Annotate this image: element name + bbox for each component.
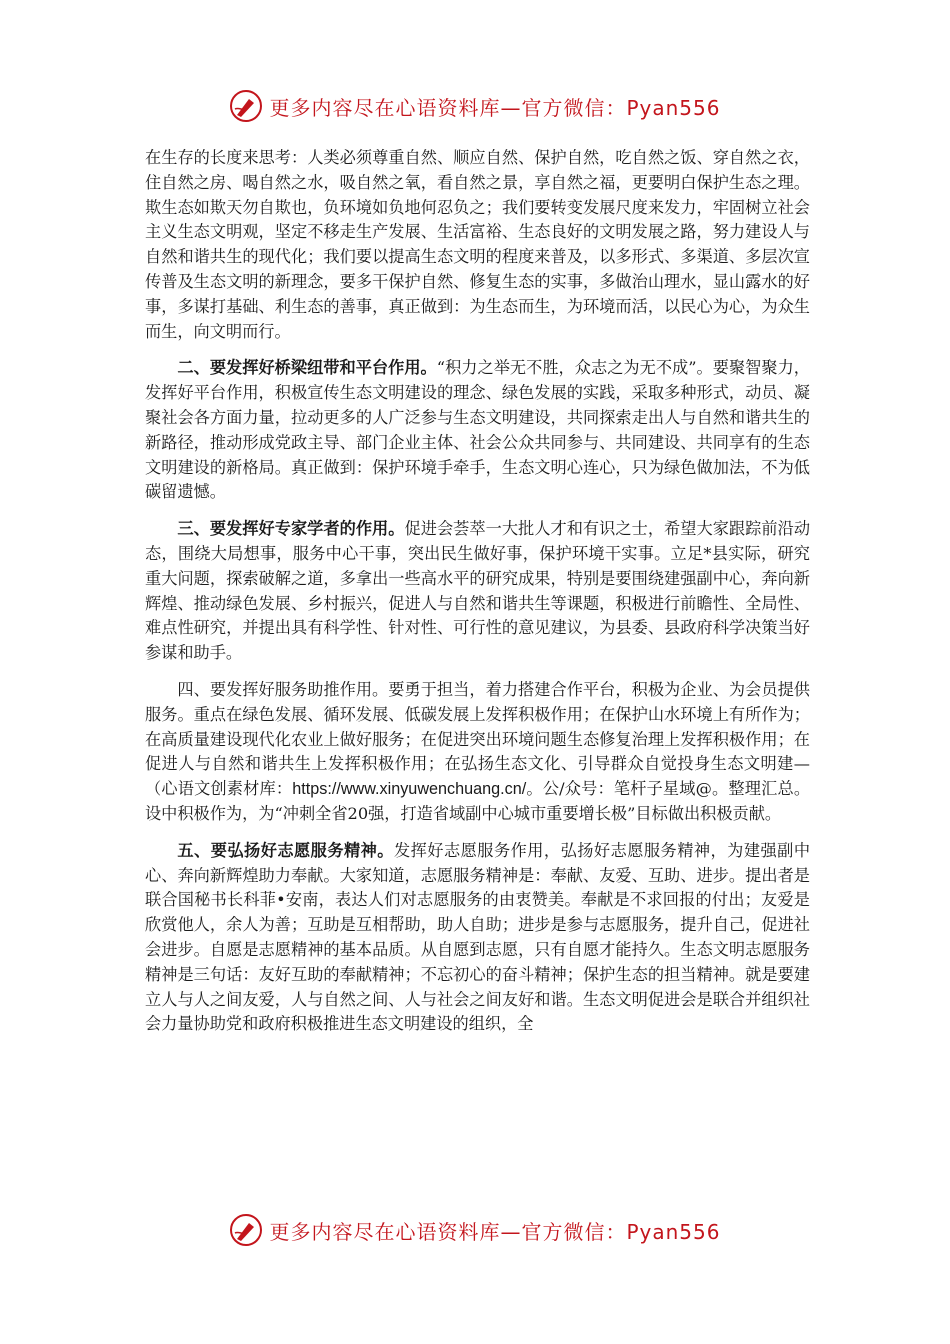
banner-text: 更多内容尽在心语资料库—官方微信：Pyan556 [269,95,721,120]
paragraph-text: 。公/众号：笔杆子星域@。整理汇总。设中积极作为，为“冲刺全省20强，打造省域副中心城市重要增长极”目标做出积极贡献。 [145,779,811,823]
paragraph-heading: 五、要弘扬好志愿服务精神。 [177,840,394,860]
paragraph-2 [145,356,810,505]
paragraph-4 [145,678,810,827]
paragraph-1 [145,146,810,344]
pen-nib-logo-icon [229,89,263,123]
paragraph-text: 发挥好志愿服务作用，弘扬好志愿服务精神，为建强副中心、奔向新辉煌助力奉献。大家知道，志愿服务精神是：奉献、友爱、互助、进步。提出者是联合国秘书长科菲•安南，表达人们对志愿服务的由衷赞美。奉献是不求回报的付出；友爱是欣赏他人，余人为善；互助是互相帮助，助人自助；进步是参与志愿服务，提升自己，促进社会进步。自愿是志愿精神的基本品质。从自愿到志愿，只有自愿才能持久。生态文明志愿服务精神是三句话：友好互助的奉献精神；不忘初心的奋斗精神；保护生态的担当精神。就是要建立人与人之间友爱，人与自然之间、人与社会之间友好和谐。生态文明促进会是联合并组织社会力量协助党和政府积极推进生态文明建设的组织，全 [145,840,811,1034]
paragraph-text: 在生存的长度来思考：人类必须尊重自然、顺应自然、保护自然，吃自然之饭、穿自然之衣，住自然之房、喝自然之水，吸自然之氧，看自然之景，享自然之福，更要明白保护生态之理。欺生态如欺天勿自欺也，负环境如负地何忍负之；我们要转变发展尺度来发力，牢固树立社会主义生态文明观，坚定不移走生产发展、生活富裕、生态良好的文明发展之路，努力建设人与自然和谐共生的现代化；我们要以提高生态文明的程度来普及，以多形式、多渠道、多层次宣传普及生态文明的新理念，要多干保护自然、修复生态的实事，多做治山理水，显山露水的好事，多谋打基础、利生态的善事，真正做到：为生态而生，为环境而活，以民心为心，为众生而生，向文明而行。 [145,148,810,341]
pen-nib-logo-icon [229,1213,263,1247]
footer-banner [0,1208,950,1252]
url-link: https://www.xinyuwenchuang.cn/ [292,780,527,799]
document-body [145,146,810,1049]
paragraph-text: 四、要发挥好服务助推作用。要勇于担当，着力搭建合作平台，积极为企业、为会员提供服务。重点在绿色发展、循环发展、低碳发展上发挥积极作用；在保护山水环境上有所作为；在高质量建设现代化农业上做好服务；在促进突出环境问题生态修复治理上发挥积极作用；在促进人与自然和谐共生上发挥积极作用；在弘扬生态文化、引导群众自觉投身生态文明建—（心语文创素材库： [145,679,810,799]
header-banner [0,84,950,128]
paragraph-5 [145,839,810,1037]
paragraph-text: 促进会荟萃一大批人才和有识之士，希望大家跟踪前沿动态，围绕大局想事，服务中心干事，突出民生做好事，保护环境干实事。立足*县实际，研究重大问题，探索破解之道，多拿出一些高水平的研究成果，特别是要围绕建强副中心，奔向新辉煌、推动绿色发展、乡村振兴，促进人与自然和谐共生等课题，积极进行前瞻性、全局性、难点性研究，并提出具有科学性、针对性、可行性的意见建议，为县委、县政府科学决策当好参谋和助手。 [145,519,811,663]
paragraph-heading: 三、要发挥好专家学者的作用。 [177,519,405,539]
paragraph-heading: 二、要发挥好桥梁纽带和平台作用。 [177,358,437,378]
banner-text: 更多内容尽在心语资料库—官方微信：Pyan556 [269,1219,721,1244]
paragraph-text: “积力之举无不胜，众志之为无不成”。要聚智聚力，发挥好平台作用，积极宣传生态文明建设的理念、绿色发展的实践，采取多种形式，动员、凝聚社会各方面力量，拉动更多的人广泛参与生态文明建设，共同探索走出人与自然和谐共生的新路径，推动形成党政主导、部门企业主体、社会公众共同参与、共同建设、共同享有的生态文明建设的新格局。真正做到：保护环境手牵手，生态文明心连心，只为绿色做加法，不为低碳留遗憾。 [145,358,810,502]
paragraph-3 [145,517,810,666]
